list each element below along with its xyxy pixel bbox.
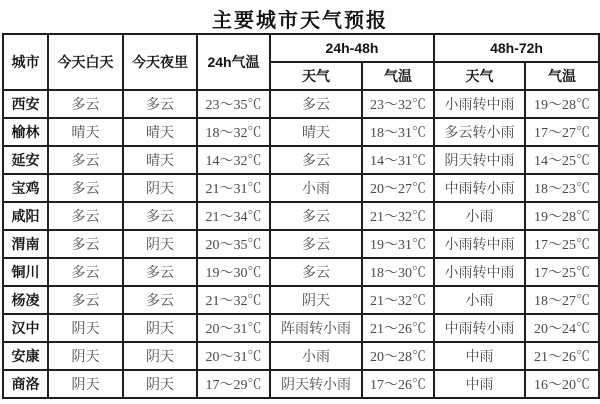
temp-24-48-cell: 20～28℃ — [362, 342, 434, 370]
weather-24-48-cell: 多云 — [270, 258, 362, 286]
table-row — [3, 230, 599, 258]
temp-48-72-cell: 16～20℃ — [525, 370, 599, 398]
temp-24-48-cell: 14～31℃ — [362, 146, 434, 174]
weather-24-48-cell: 小雨 — [270, 174, 362, 202]
weather-48-72-cell: 中雨 — [434, 370, 525, 398]
today-night-cell: 阴天 — [123, 314, 197, 342]
temp-24h-cell: 21～31℃ — [197, 174, 270, 202]
header-today-day: 今天白天 — [48, 34, 123, 90]
temp-24h-cell: 21～32℃ — [197, 286, 270, 314]
today-night-cell: 晴天 — [123, 146, 197, 174]
temp-24h-cell: 20～31℃ — [197, 314, 270, 342]
today-day-cell: 晴天 — [48, 118, 123, 146]
today-day-cell: 阴天 — [48, 314, 123, 342]
header-today-night: 今天夜里 — [123, 34, 197, 90]
temp-24-48-cell: 18～31℃ — [362, 118, 434, 146]
weather-24-48-cell: 多云 — [270, 202, 362, 230]
today-night-cell: 多云 — [123, 258, 197, 286]
temp-48-72-cell: 19～28℃ — [525, 90, 599, 118]
header-group-24-48: 24h-48h — [270, 34, 434, 62]
temp-24h-cell: 18～32℃ — [197, 118, 270, 146]
today-night-cell: 阴天 — [123, 230, 197, 258]
city-cell: 汉中 — [3, 314, 48, 342]
temp-24-48-cell: 20～27℃ — [362, 174, 434, 202]
weather-24-48-cell: 阴天 — [270, 286, 362, 314]
header-weather-48-72: 天气 — [434, 62, 525, 90]
weather-24-48-cell: 阵雨转小雨 — [270, 314, 362, 342]
city-cell: 铜川 — [3, 258, 48, 286]
temp-48-72-cell: 17～25℃ — [525, 258, 599, 286]
temp-24-48-cell: 21～32℃ — [362, 286, 434, 314]
weather-48-72-cell: 小雨 — [434, 286, 525, 314]
temp-24-48-cell: 21～26℃ — [362, 314, 434, 342]
temp-24-48-cell: 18～30℃ — [362, 258, 434, 286]
weather-48-72-cell: 小雨转中雨 — [434, 230, 525, 258]
today-day-cell: 多云 — [48, 258, 123, 286]
weather-48-72-cell: 中雨 — [434, 342, 525, 370]
today-day-cell: 多云 — [48, 286, 123, 314]
table-row — [3, 370, 599, 398]
temp-24h-cell: 17～29℃ — [197, 370, 270, 398]
temp-48-72-cell: 17～25℃ — [525, 230, 599, 258]
temp-24-48-cell: 17～26℃ — [362, 370, 434, 398]
table-row — [3, 174, 599, 202]
temp-24h-cell: 20～35℃ — [197, 230, 270, 258]
header-temp-48-72: 气温 — [525, 62, 599, 90]
today-day-cell: 多云 — [48, 202, 123, 230]
today-night-cell: 多云 — [123, 90, 197, 118]
today-day-cell: 阴天 — [48, 342, 123, 370]
weather-48-72-cell: 小雨转中雨 — [434, 90, 525, 118]
today-day-cell: 多云 — [48, 90, 123, 118]
weather-48-72-cell: 中雨转小雨 — [434, 174, 525, 202]
today-night-cell: 阴天 — [123, 342, 197, 370]
city-cell: 西安 — [3, 90, 48, 118]
weather-48-72-cell: 小雨 — [434, 202, 525, 230]
city-cell: 宝鸡 — [3, 174, 48, 202]
city-cell: 渭南 — [3, 230, 48, 258]
weather-48-72-cell: 小雨转中雨 — [434, 258, 525, 286]
weather-24-48-cell: 小雨 — [270, 342, 362, 370]
temp-24h-cell: 20～31℃ — [197, 342, 270, 370]
city-cell: 延安 — [3, 146, 48, 174]
weather-24-48-cell: 阴天转小雨 — [270, 370, 362, 398]
temp-48-72-cell: 19～28℃ — [525, 202, 599, 230]
table-row — [3, 146, 599, 174]
weather-48-72-cell: 中雨转小雨 — [434, 314, 525, 342]
header-weather-24-48: 天气 — [270, 62, 362, 90]
city-cell: 安康 — [3, 342, 48, 370]
table-row — [3, 118, 599, 146]
table-row — [3, 342, 599, 370]
temp-48-72-cell: 17～27℃ — [525, 118, 599, 146]
table-row — [3, 258, 599, 286]
weather-48-72-cell: 阴天转中雨 — [434, 146, 525, 174]
today-day-cell: 多云 — [48, 230, 123, 258]
weather-24-48-cell: 多云 — [270, 230, 362, 258]
today-night-cell: 多云 — [123, 286, 197, 314]
weather-table-body — [3, 90, 599, 398]
temp-24h-cell: 23～35℃ — [197, 90, 270, 118]
city-cell: 咸阳 — [3, 202, 48, 230]
weather-forecast-table — [2, 33, 600, 399]
temp-48-72-cell: 20～24℃ — [525, 314, 599, 342]
header-temp-24h: 24h气温 — [197, 34, 270, 90]
temp-24h-cell: 19～30℃ — [197, 258, 270, 286]
table-row — [3, 286, 599, 314]
page-title: 主要城市天气预报 — [212, 10, 388, 32]
header-group-48-72: 48h-72h — [434, 34, 599, 62]
weather-48-72-cell: 多云转小雨 — [434, 118, 525, 146]
temp-24-48-cell: 19～31℃ — [362, 230, 434, 258]
temp-48-72-cell: 14～25℃ — [525, 146, 599, 174]
today-night-cell: 阴天 — [123, 370, 197, 398]
header-city: 城市 — [3, 34, 48, 90]
weather-24-48-cell: 多云 — [270, 146, 362, 174]
table-row — [3, 314, 599, 342]
weather-24-48-cell: 多云 — [270, 90, 362, 118]
header-temp-24-48: 气温 — [362, 62, 434, 90]
today-night-cell: 晴天 — [123, 118, 197, 146]
temp-48-72-cell: 21～26℃ — [525, 342, 599, 370]
city-cell: 杨凌 — [3, 286, 48, 314]
today-night-cell: 阴天 — [123, 174, 197, 202]
temp-24-48-cell: 23～32℃ — [362, 90, 434, 118]
table-row — [3, 202, 599, 230]
weather-24-48-cell: 晴天 — [270, 118, 362, 146]
city-cell: 商洛 — [3, 370, 48, 398]
table-row — [3, 90, 599, 118]
table-header — [3, 34, 599, 90]
temp-48-72-cell: 18～23℃ — [525, 174, 599, 202]
city-cell: 榆林 — [3, 118, 48, 146]
temp-24h-cell: 21～34℃ — [197, 202, 270, 230]
temp-48-72-cell: 18～27℃ — [525, 286, 599, 314]
temp-24h-cell: 14～32℃ — [197, 146, 270, 174]
today-day-cell: 多云 — [48, 146, 123, 174]
today-day-cell: 多云 — [48, 174, 123, 202]
header-row-groups — [3, 34, 599, 62]
temp-24-48-cell: 21～32℃ — [362, 202, 434, 230]
today-night-cell: 多云 — [123, 202, 197, 230]
today-day-cell: 阴天 — [48, 370, 123, 398]
